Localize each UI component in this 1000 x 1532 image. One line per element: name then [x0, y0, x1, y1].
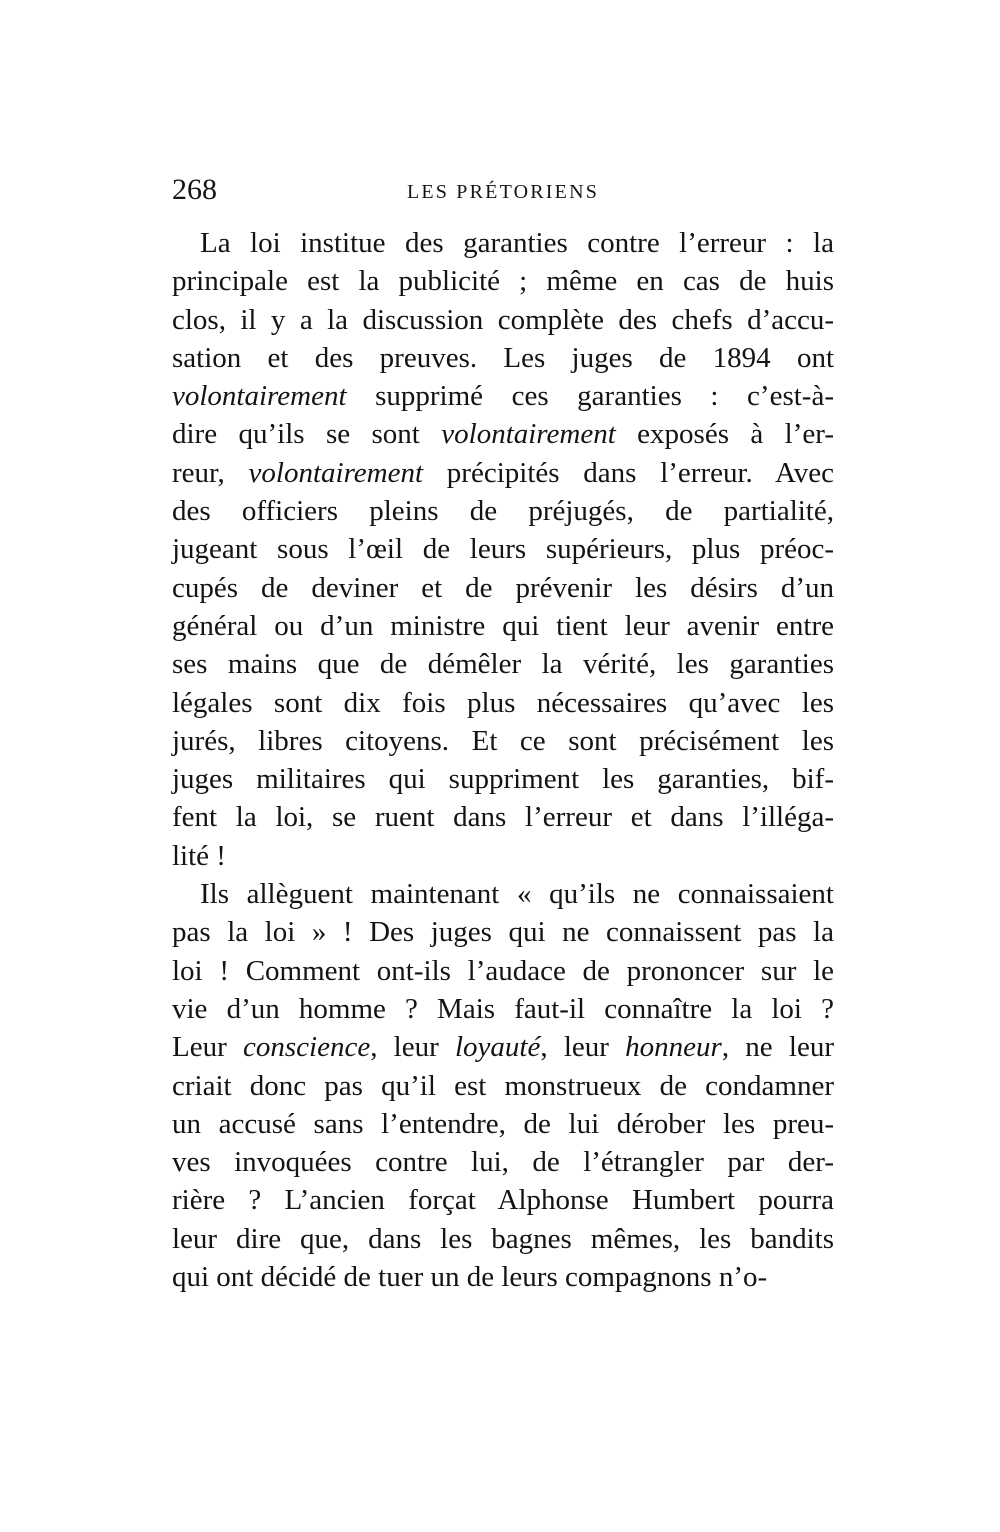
text-segment: , leur [370, 1031, 455, 1064]
italic-text: volontairement [248, 456, 424, 489]
italic-text: honneur [625, 1031, 722, 1064]
text-segment: général ou d’un ministre qui tient leur avenir entre [172, 609, 834, 642]
text-segment: fent la loi, se ruent dans l’erreur et dans l’illéga- [172, 801, 834, 834]
text-line [172, 607, 834, 645]
text-segment: pas la loi » ! Des juges qui ne connaissent pas la [172, 916, 834, 949]
text-segment: rière ? L’ancien forçat Alphonse Humbert pourra [172, 1184, 834, 1217]
paragraph [172, 224, 834, 875]
page-number: 268 [172, 173, 217, 206]
text-segment: supprimé ces garanties : c’est-à- [346, 380, 834, 413]
text-segment: principale est la publicité ; même en cas de huis [172, 265, 834, 298]
text-segment: cupés de deviner et de prévenir les désirs d’un [172, 571, 834, 604]
text-line [172, 492, 834, 530]
text-segment: Leur [172, 1031, 243, 1064]
text-segment: criait donc pas qu’il est monstrueux de condamner [172, 1069, 834, 1102]
text-line [172, 760, 834, 798]
text-segment: qui ont décidé de tuer un de leurs compagnons n’o- [172, 1261, 768, 1294]
text-line [172, 952, 834, 990]
text-line [172, 454, 834, 492]
italic-text: volontairement [172, 380, 347, 413]
text-line [172, 1143, 834, 1181]
text-segment: , leur [540, 1031, 626, 1064]
text-segment: La loi institue des garanties contre l’erreur : la [200, 227, 834, 259]
text-line [172, 837, 834, 875]
text-line [172, 339, 834, 377]
text-segment: exposés à l’er- [615, 418, 834, 451]
text-segment: des officiers pleins de préjugés, de partialité, [172, 495, 834, 528]
text-line [172, 415, 834, 453]
text-segment: Ils allèguent maintenant « qu’ils ne connaissaient [200, 878, 834, 911]
text-line [172, 1258, 834, 1296]
text-line [172, 1181, 834, 1219]
text-segment: un accusé sans l’entendre, de lui dérober les preu- [172, 1107, 834, 1140]
text-segment: précipités dans l’erreur. Avec [423, 456, 834, 489]
text-line [172, 1067, 834, 1105]
text-line [172, 1220, 834, 1258]
text-segment: vie d’un homme ? Mais faut-il connaître la loi ? [172, 992, 834, 1025]
paragraph [172, 875, 834, 1296]
text-line [172, 798, 834, 836]
text-segment: clos, il y a la discussion complète des chefs d’accu- [172, 303, 834, 336]
text-line [172, 1028, 834, 1066]
text-line [172, 530, 834, 568]
text-segment: leur dire que, dans les bagnes mêmes, les bandits [172, 1222, 834, 1255]
text-segment: ses mains que de démêler la vérité, les garanties [172, 648, 834, 681]
body-text [172, 224, 834, 1296]
text-line [172, 875, 834, 913]
text-line [172, 913, 834, 951]
text-segment: loi ! Comment ont-ils l’audace de prononcer sur le [172, 954, 834, 987]
text-segment: ves invoquées contre lui, de l’étrangler par der- [172, 1146, 834, 1179]
page-header [172, 170, 834, 210]
text-segment: lité ! [172, 839, 226, 872]
text-line [172, 645, 834, 683]
text-line [172, 1105, 834, 1143]
text-segment: légales sont dix fois plus nécessaires qu’avec les [172, 686, 834, 719]
text-segment: jugeant sous l’œil de leurs supérieurs, plus préoc- [172, 533, 834, 566]
text-segment: dire qu’ils se sont [172, 418, 442, 451]
text-line [172, 722, 834, 760]
italic-text: loyauté [454, 1031, 541, 1064]
text-line [172, 224, 834, 262]
text-segment: reur, [172, 456, 249, 489]
running-title: LES PRÉTORIENS [406, 181, 600, 203]
text-line [172, 262, 834, 300]
text-line [172, 569, 834, 607]
text-segment: jurés, libres citoyens. Et ce sont précisément les [172, 724, 834, 757]
text-segment: juges militaires qui suppriment les garanties, bif- [172, 763, 834, 796]
text-line [172, 377, 834, 415]
italic-text: volontairement [441, 418, 616, 451]
italic-text: conscience [242, 1031, 371, 1064]
text-line [172, 990, 834, 1028]
text-line [172, 684, 834, 722]
text-segment: sation et des preuves. Les juges de 1894 ont [172, 341, 834, 374]
text-line [172, 301, 834, 339]
text-segment: , ne leur [721, 1031, 834, 1064]
